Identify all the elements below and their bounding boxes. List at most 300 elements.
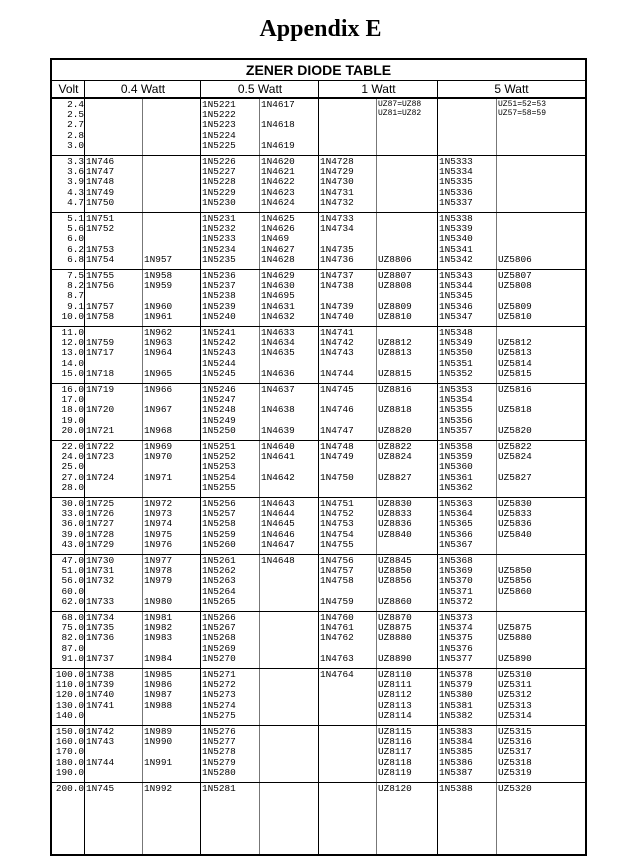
cell-w05-a: 1N5226: [202, 157, 236, 167]
cell-w05-b: 1N4630: [261, 281, 295, 292]
cell-w05-a: 1N5223: [202, 120, 236, 131]
cell-volt: 62.0: [61, 596, 84, 607]
cell-w04-b: 1N990: [144, 737, 173, 748]
table-row: [52, 167, 585, 177]
cell-w04-b: 1N972: [144, 499, 173, 509]
cell-w5-a: 1N5387: [439, 767, 473, 778]
cell-w04-a: 1N733: [86, 596, 115, 607]
table-row: [52, 540, 585, 550]
row-group: [52, 383, 585, 440]
cell-w05-a: 1N5244: [202, 358, 236, 369]
row-group: [52, 782, 585, 794]
table-row: [52, 597, 585, 607]
cell-w1-a: 1N4733: [320, 214, 354, 224]
cell-w05-b: 1N4639: [261, 425, 295, 436]
cell-w5-a: 1N5380: [439, 690, 473, 701]
cell-w04-a: 1N750: [86, 197, 115, 208]
cell-w5-b: UZ5824: [498, 452, 532, 463]
cell-w05-b: 1N4629: [261, 271, 295, 281]
cell-w05-a: 1N5252: [202, 452, 236, 463]
cell-w1-b: UZ8115: [378, 727, 412, 737]
cell-w5-a: 1N5386: [439, 757, 473, 768]
table-row: [52, 177, 585, 187]
cell-volt: 56.0: [61, 576, 84, 587]
cell-w05-b: 1N4625: [261, 214, 295, 224]
cell-w05-a: 1N5281: [202, 784, 236, 794]
cell-volt: 110.0: [55, 680, 84, 691]
cell-w04-a: 1N745: [86, 784, 115, 794]
cell-w05-a: 1N5233: [202, 234, 236, 245]
cell-w5-a: 1N5336: [439, 187, 473, 198]
table-row: [52, 188, 585, 198]
cell-w05-a: 1N5248: [202, 405, 236, 416]
cell-w05-b: 1N4647: [261, 539, 295, 550]
cell-volt: 25.0: [61, 462, 84, 473]
cell-w05-b: 1N469: [261, 234, 290, 245]
cell-w04-b: 1N978: [144, 566, 173, 577]
cell-w04-b: 1N986: [144, 680, 173, 691]
cell-w04-a: 1N727: [86, 519, 115, 530]
cell-w04-b: 1N962: [144, 328, 173, 338]
cell-w5-b: UZ5317: [498, 747, 532, 758]
cell-w05-a: 1N5253: [202, 462, 236, 473]
cell-w5-b: UZ5840: [498, 529, 532, 540]
cell-w05-b: 1N4635: [261, 348, 295, 359]
header-1-watt: 1 Watt: [319, 81, 438, 98]
cell-w05-b: 1N4648: [261, 556, 295, 566]
cell-w1-b: UZ8836: [378, 519, 412, 530]
page-title: Appendix E: [259, 16, 382, 42]
cell-w04-b: 1N970: [144, 452, 173, 463]
cell-w1-b: UZ8830: [378, 499, 412, 509]
cell-w5-a: 1N5344: [439, 281, 473, 292]
cell-w05-b: 1N4632: [261, 311, 295, 322]
cell-w1-a: 1N4755: [320, 539, 354, 550]
table-row: [52, 442, 585, 452]
cell-volt: 4.3: [67, 187, 84, 198]
cell-w5-b: UZ5860: [498, 586, 532, 597]
cell-w04-a: 1N757: [86, 301, 115, 312]
cell-w5-b: UZ5310: [498, 670, 532, 680]
cell-w04-a: 1N749: [86, 187, 115, 198]
cell-w5-a: 1N5366: [439, 529, 473, 540]
cell-w04-a: 1N746: [86, 157, 115, 167]
cell-w5-a: 1N5359: [439, 452, 473, 463]
row-group: [52, 212, 585, 269]
cell-w1-b: UZ8890: [378, 653, 412, 664]
cell-w04-a: 1N741: [86, 700, 115, 711]
table-row: [52, 758, 585, 768]
cell-w1-b: UZ8870: [378, 613, 412, 623]
cell-w05-b: 1N4641: [261, 452, 295, 463]
cell-w04-b: 1N975: [144, 529, 173, 540]
table-row: [52, 245, 585, 255]
table-row: [52, 483, 585, 493]
cell-w05-a: 1N5241: [202, 328, 236, 338]
cell-volt: 10.0: [61, 311, 84, 322]
cell-w04-b: 1N961: [144, 311, 173, 322]
cell-volt: 170.0: [55, 747, 84, 758]
table-row: [52, 452, 585, 462]
cell-w5-a: 1N5356: [439, 415, 473, 426]
cell-w5-b: UZ5313: [498, 700, 532, 711]
cell-volt: 33.0: [61, 509, 84, 520]
cell-w1-a: 1N4763: [320, 653, 354, 664]
cell-w5-a: 1N5381: [439, 700, 473, 711]
cell-w1-a: 1N4740: [320, 311, 354, 322]
cell-w04-b: 1N983: [144, 633, 173, 644]
cell-w1-a: 1N4738: [320, 281, 354, 292]
cell-w05-a: 1N5222: [202, 110, 236, 121]
cell-w1-a: 1N4747: [320, 425, 354, 436]
cell-volt: 11.0: [61, 328, 84, 338]
cell-w05-a: 1N5268: [202, 633, 236, 644]
cell-volt: 19.0: [61, 415, 84, 426]
cell-w05-b: 1N4645: [261, 519, 295, 530]
cell-w05-a: 1N5228: [202, 177, 236, 188]
cell-w04-b: 1N982: [144, 623, 173, 634]
cell-w04-b: 1N957: [144, 254, 173, 265]
cell-w5-a: 1N5384: [439, 737, 473, 748]
table-row: [52, 587, 585, 597]
cell-w1-b: UZ8824: [378, 452, 412, 463]
header-0-5-watt: 0.5 Watt: [201, 81, 319, 98]
cell-w05-b: 1N4644: [261, 509, 295, 520]
table-row: [52, 312, 585, 322]
cell-w04-a: 1N751: [86, 214, 115, 224]
table-row: [52, 690, 585, 700]
cell-w05-a: 1N5261: [202, 556, 236, 566]
cell-w1-a: 1N4754: [320, 529, 354, 540]
cell-w1-a: 1N4761: [320, 623, 354, 634]
cell-w04-b: 1N958: [144, 271, 173, 281]
header-volt: Volt: [52, 81, 85, 98]
table-row: [52, 473, 585, 483]
cell-w05-a: 1N5235: [202, 254, 236, 265]
cell-w04-a: 1N759: [86, 338, 115, 349]
table-row: [52, 747, 585, 757]
cell-w5-a: 1N5365: [439, 519, 473, 530]
cell-volt: 150.0: [55, 727, 84, 737]
cell-volt: 4.7: [67, 197, 84, 208]
cell-w05-a: 1N5230: [202, 197, 236, 208]
cell-volt: 3.9: [67, 177, 84, 188]
table-row: [52, 281, 585, 291]
cell-w5-a: 1N5373: [439, 613, 473, 623]
cell-w04-a: 1N758: [86, 311, 115, 322]
cell-w5-b: UZ5815: [498, 368, 532, 379]
cell-w05-a: 1N5266: [202, 613, 236, 623]
table-row: [52, 385, 585, 395]
cell-w04-a: 1N737: [86, 653, 115, 664]
cell-w05-a: 1N5271: [202, 670, 236, 680]
cell-volt: 3.3: [67, 157, 84, 167]
cell-volt: 14.0: [61, 358, 84, 369]
table-row: [52, 768, 585, 778]
cell-w1-b: UZ8810: [378, 311, 412, 322]
cell-w1-a: 1N4729: [320, 167, 354, 178]
cell-w5-a: 1N5333: [439, 157, 473, 167]
uz-note-1w-a: UZ87=UZ88: [378, 100, 422, 109]
cell-w5-a: 1N5335: [439, 177, 473, 188]
cell-w1-b: UZ8806: [378, 254, 412, 265]
cell-w5-a: 1N5379: [439, 680, 473, 691]
cell-w5-b: UZ5822: [498, 442, 532, 452]
cell-volt: 43.0: [61, 539, 84, 550]
row-group: [52, 611, 585, 668]
table-row: [52, 100, 585, 110]
cell-w5-a: 1N5385: [439, 747, 473, 758]
cell-w05-b: 1N4621: [261, 167, 295, 178]
cell-w5-a: 1N5388: [439, 784, 473, 794]
cell-w5-b: UZ5833: [498, 509, 532, 520]
cell-w04-a: 1N725: [86, 499, 115, 509]
cell-w1-a: 1N4750: [320, 472, 354, 483]
table-row: [52, 291, 585, 301]
cell-w5-a: 1N5355: [439, 405, 473, 416]
cell-w04-a: 1N743: [86, 737, 115, 748]
cell-w05-a: 1N5251: [202, 442, 236, 452]
cell-w5-a: 1N5377: [439, 653, 473, 664]
cell-w1-a: 1N4746: [320, 405, 354, 416]
cell-w04-b: 1N979: [144, 576, 173, 587]
cell-w5-b: UZ5875: [498, 623, 532, 634]
cell-w05-a: 1N5234: [202, 244, 236, 255]
table-row: [52, 623, 585, 633]
cell-w5-b: UZ5807: [498, 271, 532, 281]
table-row: [52, 302, 585, 312]
cell-w1-a: 1N4730: [320, 177, 354, 188]
row-group: [52, 326, 585, 383]
cell-w5-a: 1N5383: [439, 727, 473, 737]
cell-w5-b: UZ5319: [498, 767, 532, 778]
cell-w5-a: 1N5364: [439, 509, 473, 520]
cell-volt: 120.0: [55, 690, 84, 701]
cell-w5-a: 1N5374: [439, 623, 473, 634]
table-row: [52, 680, 585, 690]
cell-w1-b: UZ8880: [378, 633, 412, 644]
cell-w5-a: 1N5349: [439, 338, 473, 349]
zener-diode-table: [50, 58, 587, 856]
cell-volt: 36.0: [61, 519, 84, 530]
table-row: [52, 566, 585, 576]
cell-w04-b: 1N974: [144, 519, 173, 530]
table-row: [52, 348, 585, 358]
cell-w05-b: 1N4622: [261, 177, 295, 188]
cell-volt: 2.4: [67, 100, 84, 110]
cell-w04-b: 1N964: [144, 348, 173, 359]
table-row: [52, 157, 585, 167]
row-group: [52, 269, 585, 326]
cell-w5-a: 1N5371: [439, 586, 473, 597]
cell-w05-a: 1N5257: [202, 509, 236, 520]
row-group: [52, 554, 585, 611]
table-row: [52, 509, 585, 519]
cell-w5-b: UZ5312: [498, 690, 532, 701]
cell-w1-b: UZ8840: [378, 529, 412, 540]
cell-w1-a: 1N4736: [320, 254, 354, 265]
cell-w05-a: 1N5231: [202, 214, 236, 224]
cell-w1-b: UZ8114: [378, 710, 412, 721]
cell-w1-a: 1N4758: [320, 576, 354, 587]
cell-w04-a: 1N718: [86, 368, 115, 379]
cell-w5-b: UZ5856: [498, 576, 532, 587]
cell-w5-a: 1N5348: [439, 328, 473, 338]
cell-w04-b: 1N989: [144, 727, 173, 737]
cell-w1-b: UZ8112: [378, 690, 412, 701]
cell-volt: 82.0: [61, 633, 84, 644]
cell-w05-b: 1N4627: [261, 244, 295, 255]
cell-w5-a: 1N5376: [439, 643, 473, 654]
cell-w1-b: UZ8827: [378, 472, 412, 483]
table-row: [52, 654, 585, 664]
cell-w04-b: 1N968: [144, 425, 173, 436]
cell-w04-b: 1N980: [144, 596, 173, 607]
cell-w04-b: 1N973: [144, 509, 173, 520]
cell-w1-a: 1N4757: [320, 566, 354, 577]
table-row: [52, 224, 585, 234]
cell-volt: 2.5: [67, 110, 84, 121]
cell-w05-a: 1N5256: [202, 499, 236, 509]
cell-volt: 15.0: [61, 368, 84, 379]
cell-w04-b: 1N971: [144, 472, 173, 483]
cell-w5-a: 1N5360: [439, 462, 473, 473]
cell-w04-a: 1N717: [86, 348, 115, 359]
cell-w04-a: 1N740: [86, 690, 115, 701]
cell-w05-a: 1N5270: [202, 653, 236, 664]
cell-w5-a: 1N5375: [439, 633, 473, 644]
cell-w05-b: 1N4623: [261, 187, 295, 198]
cell-w1-a: 1N4760: [320, 613, 354, 623]
cell-w5-a: 1N5334: [439, 167, 473, 178]
cell-w05-a: 1N5258: [202, 519, 236, 530]
cell-w1-a: 1N4762: [320, 633, 354, 644]
cell-w05-a: 1N5265: [202, 596, 236, 607]
cell-w5-b: UZ5806: [498, 254, 532, 265]
cell-volt: 3.6: [67, 167, 84, 178]
cell-volt: 20.0: [61, 425, 84, 436]
cell-w04-a: 1N731: [86, 566, 115, 577]
cell-w05-a: 1N5225: [202, 140, 236, 151]
cell-w04-a: 1N726: [86, 509, 115, 520]
table-row: [52, 338, 585, 348]
cell-w5-a: 1N5339: [439, 224, 473, 235]
cell-w05-a: 1N5254: [202, 472, 236, 483]
table-row: [52, 255, 585, 265]
table-row: [52, 670, 585, 680]
cell-w05-a: 1N5263: [202, 576, 236, 587]
table-row: [52, 784, 585, 794]
table-row: [52, 576, 585, 586]
cell-w5-b: UZ5314: [498, 710, 532, 721]
cell-w05-b: 1N4633: [261, 328, 295, 338]
cell-w05-a: 1N5236: [202, 271, 236, 281]
uz-note-1w-b: UZ81=UZ82: [378, 109, 422, 118]
cell-w04-a: 1N732: [86, 576, 115, 587]
cell-w5-b: UZ5812: [498, 338, 532, 349]
cell-w05-a: 1N5249: [202, 415, 236, 426]
cell-w04-a: 1N735: [86, 623, 115, 634]
cell-volt: 180.0: [55, 757, 84, 768]
table-row: [52, 613, 585, 623]
cell-w1-b: UZ8812: [378, 338, 412, 349]
cell-w1-a: 1N4753: [320, 519, 354, 530]
cell-w05-b: 1N4640: [261, 442, 295, 452]
cell-w04-a: 1N719: [86, 385, 115, 395]
cell-volt: 100.0: [55, 670, 84, 680]
cell-w05-a: 1N5245: [202, 368, 236, 379]
cell-w05-b: 1N4624: [261, 197, 295, 208]
table-row: [52, 328, 585, 338]
cell-w5-b: UZ5810: [498, 311, 532, 322]
cell-w04-b: 1N965: [144, 368, 173, 379]
table-row: [52, 727, 585, 737]
cell-w05-b: 1N4638: [261, 405, 295, 416]
cell-w1-b: UZ8116: [378, 737, 412, 748]
cell-volt: 68.0: [61, 613, 84, 623]
cell-w04-a: 1N755: [86, 271, 115, 281]
cell-w5-b: UZ5890: [498, 653, 532, 664]
cell-w1-a: 1N4737: [320, 271, 354, 281]
cell-w05-a: 1N5269: [202, 643, 236, 654]
cell-w05-a: 1N5262: [202, 566, 236, 577]
cell-volt: 27.0: [61, 472, 84, 483]
cell-w04-a: 1N729: [86, 539, 115, 550]
cell-w04-b: 1N991: [144, 757, 173, 768]
cell-w05-a: 1N5240: [202, 311, 236, 322]
cell-w1-b: UZ8117: [378, 747, 412, 758]
cell-w05-a: 1N5276: [202, 727, 236, 737]
cell-w04-b: 1N981: [144, 613, 173, 623]
cell-w5-b: UZ5820: [498, 425, 532, 436]
cell-w05-a: 1N5246: [202, 385, 236, 395]
header-5-watt: 5 Watt: [438, 81, 585, 98]
cell-w04-b: 1N963: [144, 338, 173, 349]
cell-volt: 190.0: [55, 767, 84, 778]
cell-w1-b: UZ8856: [378, 576, 412, 587]
cell-w05-a: 1N5229: [202, 187, 236, 198]
table-row: [52, 519, 585, 529]
cell-w04-b: 1N977: [144, 556, 173, 566]
cell-volt: 5.6: [67, 224, 84, 235]
cell-w5-b: UZ5316: [498, 737, 532, 748]
cell-w5-a: 1N5367: [439, 539, 473, 550]
cell-w04-b: 1N984: [144, 653, 173, 664]
cell-volt: 9.1: [67, 301, 84, 312]
cell-w5-a: 1N5346: [439, 301, 473, 312]
cell-w1-a: 1N4742: [320, 338, 354, 349]
cell-volt: 140.0: [55, 710, 84, 721]
cell-volt: 51.0: [61, 566, 84, 577]
cell-w5-a: 1N5358: [439, 442, 473, 452]
cell-w1-a: 1N4735: [320, 244, 354, 255]
cell-w1-b: UZ8820: [378, 425, 412, 436]
table-row: [52, 369, 585, 379]
cell-w04-b: 1N985: [144, 670, 173, 680]
table-row: [52, 556, 585, 566]
cell-w05-a: 1N5259: [202, 529, 236, 540]
table-row: [52, 131, 585, 141]
table-row: [52, 214, 585, 224]
table-row: [52, 120, 585, 130]
cell-w04-a: 1N736: [86, 633, 115, 644]
table-row: [52, 499, 585, 509]
cell-w05-a: 1N5267: [202, 623, 236, 634]
cell-w04-a: 1N722: [86, 442, 115, 452]
cell-w04-b: 1N959: [144, 281, 173, 292]
cell-w05-a: 1N5272: [202, 680, 236, 691]
cell-volt: 16.0: [61, 385, 84, 395]
